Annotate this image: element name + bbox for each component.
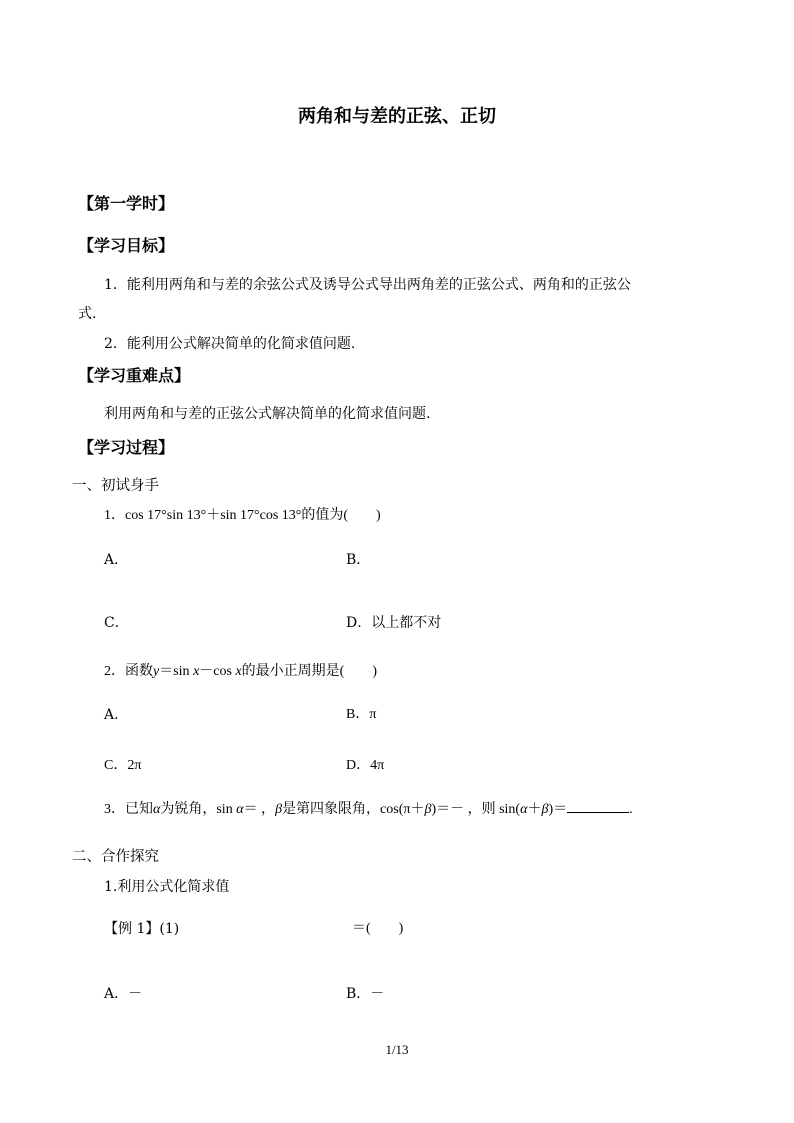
example-1-label: 【例 1】(1) [104,921,180,937]
question-1-option-c: C． [104,615,129,631]
q2-var-y: y [153,664,160,679]
goal-item-2: 2．能利用公式解决简单的化简求值问题. [104,336,356,352]
q2-expr-part: ＝sin [159,664,194,679]
q2-expr-part-2: －cos [199,664,236,679]
q3-part: ＋ [527,802,542,817]
q2-number: 2．函数 [104,664,153,679]
question-1-stem: 1．cos 17°sin 13°＋sin 17°cos 13°的值为( ) [104,508,381,523]
goal-item-1-continued: 式. [78,306,97,322]
q3-part: )＝－ ，则 sin( [431,802,521,817]
q2-var-x: x [193,664,200,679]
goals-heading: 【学习目标】 [78,236,175,255]
q3-alpha: α [520,802,528,817]
q3-part: 3．已知 [104,802,153,817]
question-2-option-a: A． [104,707,129,723]
q2-tail: 的最小正周期是( ) [241,664,377,679]
subsection-1-heading: 1.利用公式化简求值 [104,879,230,895]
page-number: 1/13 [385,1042,409,1057]
q3-beta: β [275,802,283,817]
section-1-heading: 一、初试身手 [72,478,159,494]
section-2-heading: 二、合作探究 [72,849,159,865]
lesson-heading: 【第一学时】 [78,194,175,213]
example-1-option-b: B．－ [346,986,385,1002]
q3-part: ＝ ， [243,802,276,817]
question-3-stem [104,800,633,819]
page-title: 两角和与差的正弦、正切 [298,106,496,127]
q3-end: . [629,802,633,817]
question-1-option-a: A． [104,552,129,568]
goal-item-1: 1．能利用两角和与差的余弦公式及诱导公式导出两角差的正弦公式、两角和的正弦公 [104,277,631,293]
question-1-option-d: D．以上都不对 [346,615,442,631]
question-1-option-b: B． [346,552,371,568]
question-2-option-d: D．4π [346,758,385,773]
example-1-tail: ＝( ) [352,921,404,936]
key-points-text: 利用两角和与差的正弦公式解决简单的化简求值问题. [104,406,431,422]
example-1-option-a: A．－ [104,986,143,1002]
question-2-stem [104,664,377,681]
q2-var-x-2: x [235,664,242,679]
q3-beta: β [424,802,432,817]
process-heading: 【学习过程】 [78,438,175,457]
question-2-option-b: B．π [346,707,377,722]
q3-part: )＝ [548,802,568,817]
q3-part: 是第四象限角，cos(π＋ [282,802,425,817]
answer-blank[interactable] [567,800,629,813]
q3-alpha: α [236,802,244,817]
q3-alpha: α [153,802,161,817]
key-points-heading: 【学习重难点】 [78,366,191,385]
q3-beta: β [541,802,549,817]
question-2-option-c: C．2π [104,758,142,773]
q3-part: 为锐角，sin [160,802,237,817]
